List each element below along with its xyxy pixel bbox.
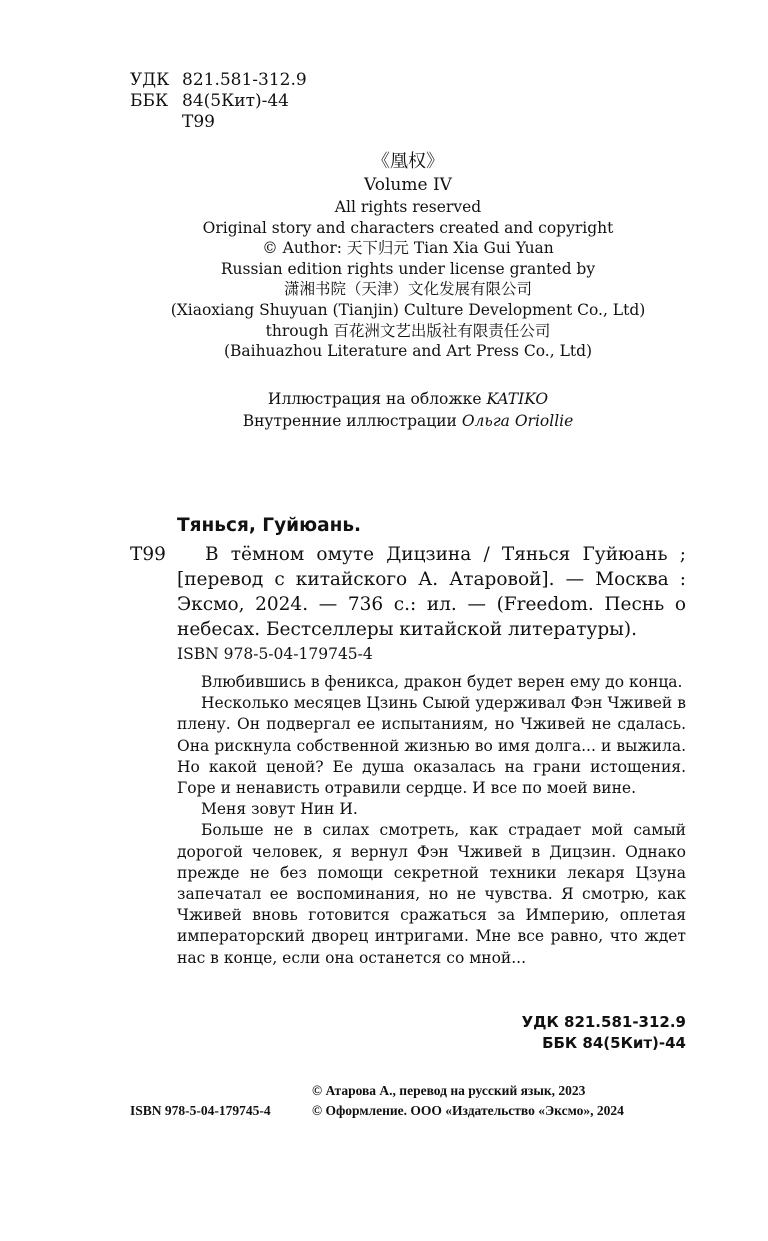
annotation-paragraph: Влюбившись в феникса, дракон будет верен ему до конца. [201, 673, 683, 691]
rights-line: through 百花洲文艺出版社有限责任公司 [265, 321, 551, 340]
cover-credit [130, 389, 686, 411]
description-text: В тёмном омуте Дицзина / Тянься Гуйюань ; [перевод с китайского А. Атаровой]. — Москва : Эксмо, 2024. — 736 с.: ил. — (Freedom. Песнь о небесах. Бестселлеры китайской литературы). [177, 544, 686, 640]
inner-credit [130, 411, 686, 433]
bibliographic-code: Т99 [130, 544, 166, 565]
author-heading: Тянься, Гуйюань. [177, 515, 362, 536]
bbk-row [130, 91, 307, 112]
illustration-credits [130, 389, 686, 432]
classification-codes [130, 70, 307, 133]
footer-isbn: ISBN 978-5-04-179745-4 [130, 1103, 271, 1118]
footer-bbk: ББК 84(5Кит)-44 [542, 1034, 686, 1052]
annotation [177, 672, 686, 969]
inner-credit-label: Внутренние иллюстрации [242, 411, 462, 430]
copyright-translation: © Атарова А., перевод на русский язык, 2023 [312, 1083, 586, 1098]
rights-line: Russian edition rights under license granted by [220, 259, 596, 278]
bbk-label: ББК [130, 91, 169, 111]
rights-line: Original story and characters created and copyright [202, 218, 614, 237]
author-mark: Т99 [182, 112, 215, 132]
original-title: 《凰权》 [372, 151, 444, 172]
udk-row [130, 70, 307, 91]
isbn: ISBN 978-5-04-179745-4 [177, 645, 373, 663]
cover-credit-label: Иллюстрация на обложке [267, 390, 487, 408]
bbk-value: 84(5Кит)-44 [182, 91, 289, 111]
footer-classification [400, 1012, 686, 1054]
rights-line: © Author: 天下归元 Tian Xia Gui Yuan [262, 239, 554, 258]
author-mark-row [130, 112, 307, 133]
cover-artist: KATIKO [486, 390, 549, 408]
inner-artist: Ольга Oriollie [461, 411, 574, 430]
rights-line: 潇湘书院（天津）文化发展有限公司 [283, 280, 532, 299]
volume-label: Volume IV [364, 175, 452, 195]
rights-block [130, 150, 686, 362]
footer-udk: УДК 821.581-312.9 [521, 1013, 686, 1031]
annotation-paragraph: Несколько месяцев Цзинь Сыюй удерживал Фэн Чживей в плену. Он подвергал ее испытаниям, но Чживей не сдалась. Она рискнула собственной жизнью во имя долга... и выжила. Но какой ценой? Ее душа оказалась на грани истощения. Горе и ненависть отравили сердце. И все по моей вине. [177, 694, 686, 798]
rights-line: All rights reserved [334, 198, 482, 216]
annotation-paragraph: Меня зовут Нин И. [201, 800, 358, 819]
rights-line: (Baihuazhou Literature and Art Press Co., Ltd) [223, 342, 593, 361]
copyright-block [312, 1081, 624, 1121]
bibliographic-description [177, 542, 686, 642]
udk-label: УДК [130, 70, 170, 90]
annotation-paragraph: Больше не в силах смотреть, как страдает мой самый дорогой человек, я вернул Фэн Чживей в Дицзин. Однако прежде не без помощи секретной техники лекаря Цзуна запечатал ее воспоминания, но не чувства. Я смотрю, как Чживей вновь готовится сражаться за Империю, оплетая императорский дворец интригами. Мне все равно, что ждет нас в конце, если она останется со мной... [177, 821, 686, 967]
copyright-design: © Оформление. ООО «Издательство «Эксмо», 2024 [312, 1103, 624, 1118]
rights-line: (Xiaoxiang Shuyuan (Tianjin) Culture Development Co., Ltd) [170, 300, 646, 319]
udk-value: 821.581-312.9 [182, 70, 307, 90]
